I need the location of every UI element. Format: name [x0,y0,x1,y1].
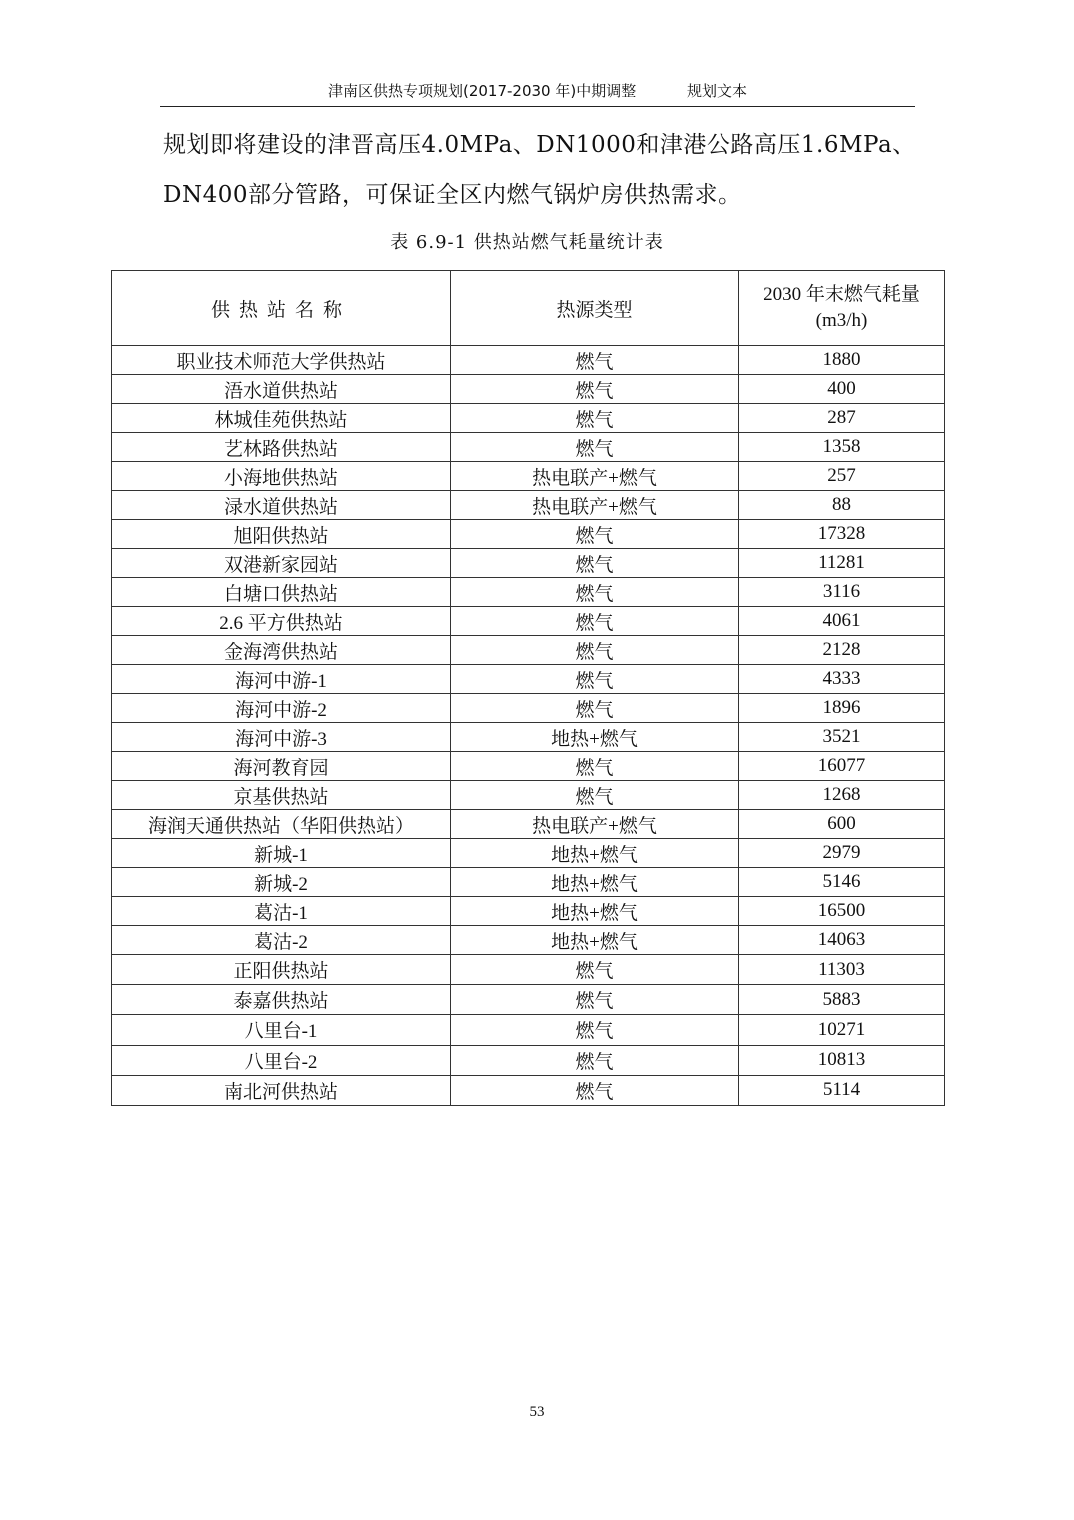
heat-source-type-cell: 热电联产+燃气 [451,462,739,491]
gas-consumption-table [111,270,945,1106]
table-row [112,955,945,985]
gas-consumption-cell: 3116 [739,578,945,607]
table-caption: 表 6.9-1 供热站燃气耗量统计表 [390,232,664,253]
heat-source-type-cell: 燃气 [451,781,739,810]
station-name-cell: 金海湾供热站 [112,636,451,665]
table-row [112,665,945,694]
page-header [160,78,915,107]
gas-consumption-cell: 1896 [739,694,945,723]
gas-consumption-cell: 4333 [739,665,945,694]
station-name-cell: 2.6 平方供热站 [112,607,451,636]
heat-source-type-cell: 燃气 [451,520,739,549]
body-paragraph [163,120,923,220]
table-row [112,810,945,839]
column-header-consumption [739,271,945,346]
gas-consumption-cell: 600 [739,810,945,839]
station-name-cell: 京基供热站 [112,781,451,810]
gas-consumption-cell: 257 [739,462,945,491]
heat-source-type-cell: 燃气 [451,346,739,375]
heat-source-type-cell: 地热+燃气 [451,839,739,868]
station-name-cell: 新城-2 [112,868,451,897]
heat-source-type-cell: 燃气 [451,433,739,462]
station-name-cell: 海河教育园 [112,752,451,781]
station-name-cell: 白塘口供热站 [112,578,451,607]
table-body [112,346,945,1106]
gas-consumption-cell: 11281 [739,549,945,578]
table-row [112,897,945,926]
gas-consumption-cell: 17328 [739,520,945,549]
heat-source-type-cell: 燃气 [451,607,739,636]
heat-source-type-cell: 燃气 [451,1045,739,1075]
station-name-cell: 葛沽-1 [112,897,451,926]
station-name-cell: 八里台-1 [112,1015,451,1045]
heat-source-type-cell: 燃气 [451,549,739,578]
gas-consumption-cell: 14063 [739,926,945,955]
station-name-cell: 海河中游-3 [112,723,451,752]
consumption-header-label: 2030 年末燃气耗量 [763,284,920,305]
table-row [112,433,945,462]
table-row [112,723,945,752]
table-row [112,839,945,868]
table-row [112,1015,945,1045]
station-name-cell: 海润天通供热站（华阳供热站） [112,810,451,839]
heat-source-type-cell: 燃气 [451,1015,739,1045]
gas-consumption-cell: 5146 [739,868,945,897]
gas-consumption-cell: 5883 [739,985,945,1015]
table-row [112,752,945,781]
heat-source-type-cell: 热电联产+燃气 [451,810,739,839]
station-name-cell: 葛沽-2 [112,926,451,955]
heat-source-type-cell: 燃气 [451,404,739,433]
station-name-cell: 双港新家园站 [112,549,451,578]
table-row [112,549,945,578]
table-row [112,636,945,665]
gas-consumption-cell: 287 [739,404,945,433]
station-name-cell: 新城-1 [112,839,451,868]
station-name-cell: 八里台-2 [112,1045,451,1075]
table-row [112,346,945,375]
gas-consumption-cell: 2128 [739,636,945,665]
table-row [112,1045,945,1075]
table-row [112,868,945,897]
heat-source-type-cell: 燃气 [451,955,739,985]
table-row [112,491,945,520]
table-row [112,520,945,549]
table-row [112,375,945,404]
gas-consumption-cell: 400 [739,375,945,404]
table-row [112,404,945,433]
heat-source-type-cell: 燃气 [451,752,739,781]
gas-consumption-cell: 3521 [739,723,945,752]
table-header-row [112,271,945,346]
gas-consumption-cell: 16500 [739,897,945,926]
station-name-cell: 林城佳苑供热站 [112,404,451,433]
gas-consumption-cell: 1358 [739,433,945,462]
document-title: 津南区供热专项规划(2017-2030 年)中期调整 [327,82,637,100]
heat-source-type-cell: 热电联产+燃气 [451,491,739,520]
heat-source-type-cell: 地热+燃气 [451,723,739,752]
gas-consumption-cell: 5114 [739,1075,945,1105]
table-row [112,578,945,607]
gas-consumption-cell: 4061 [739,607,945,636]
heat-source-type-cell: 燃气 [451,694,739,723]
column-header-name: 供热站名称 [112,271,451,346]
table-row [112,607,945,636]
gas-consumption-cell: 1880 [739,346,945,375]
heat-source-type-cell: 地热+燃气 [451,897,739,926]
heat-source-type-cell: 燃气 [451,665,739,694]
table-row [112,462,945,491]
paragraph-line: 规划即将建设的津晋高压4.0MPa、DN1000和津港公路高压1.6MPa、 [163,132,916,158]
station-name-cell: 南北河供热站 [112,1075,451,1105]
gas-consumption-cell: 2979 [739,839,945,868]
station-name-cell: 海河中游-1 [112,665,451,694]
consumption-header-unit: (m3/h) [815,310,868,331]
station-name-cell: 泰嘉供热站 [112,985,451,1015]
station-name-cell: 海河中游-2 [112,694,451,723]
heat-source-type-cell: 燃气 [451,985,739,1015]
heat-source-type-cell: 燃气 [451,1075,739,1105]
station-name-cell: 小海地供热站 [112,462,451,491]
station-name-cell: 正阳供热站 [112,955,451,985]
gas-consumption-cell: 1268 [739,781,945,810]
page-number: 53 [529,1404,545,1420]
gas-consumption-cell: 88 [739,491,945,520]
paragraph-line: DN400部分管路，可保证全区内燃气锅炉房供热需求。 [163,182,742,208]
heat-source-type-cell: 燃气 [451,578,739,607]
heat-source-type-cell: 燃气 [451,375,739,404]
heat-source-type-cell: 燃气 [451,636,739,665]
table-row [112,926,945,955]
table-row [112,781,945,810]
station-name-cell: 艺林路供热站 [112,433,451,462]
table-row [112,694,945,723]
heat-source-type-cell: 地热+燃气 [451,926,739,955]
section-label: 规划文本 [687,82,748,100]
gas-consumption-cell: 11303 [739,955,945,985]
station-name-cell: 渌水道供热站 [112,491,451,520]
station-name-cell: 旭阳供热站 [112,520,451,549]
table-row [112,985,945,1015]
station-name-cell: 浯水道供热站 [112,375,451,404]
heat-source-type-cell: 地热+燃气 [451,868,739,897]
column-header-type: 热源类型 [451,271,739,346]
gas-consumption-cell: 10271 [739,1015,945,1045]
gas-consumption-cell: 10813 [739,1045,945,1075]
station-name-cell: 职业技术师范大学供热站 [112,346,451,375]
table-row [112,1075,945,1105]
gas-consumption-cell: 16077 [739,752,945,781]
